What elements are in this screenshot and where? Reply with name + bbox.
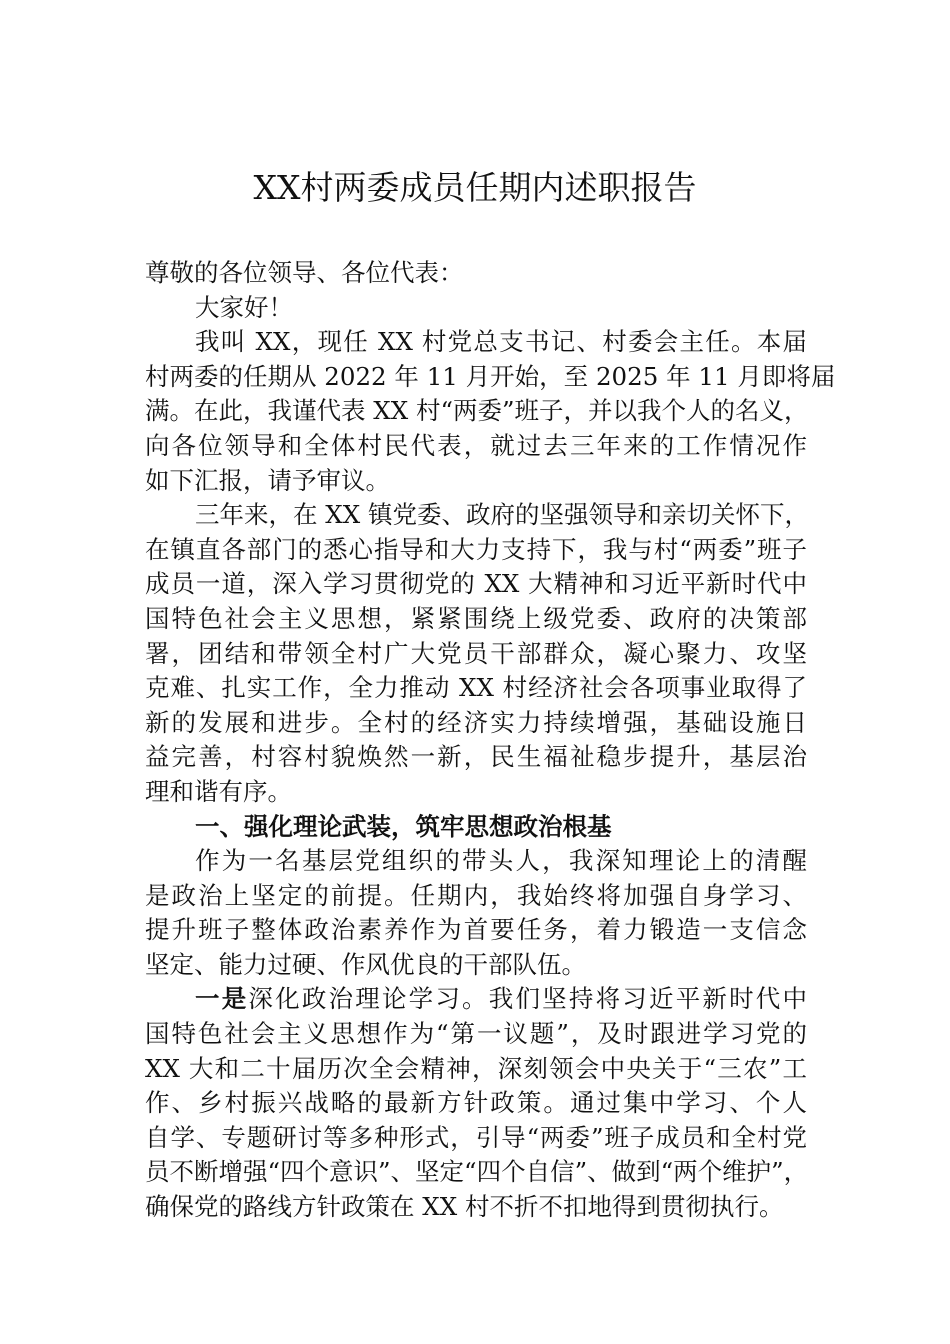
text-line: 国特色社会主义思想作为“第一议题”，及时跟进学习党的 [145, 1019, 807, 1049]
text-line: 我叫 XX，现任 XX 村党总支书记、村委会主任。本届 [195, 327, 807, 357]
text-line: 三年来，在 XX 镇党委、政府的坚强领导和亲切关怀下， [195, 500, 809, 530]
paragraph-point-one [145, 982, 807, 1224]
text-line: 村两委的任期从 2022 年 11 月开始，至 2025 年 11 月即将届 [145, 361, 836, 391]
point-lead: 一是 [195, 984, 249, 1014]
point-text: 深化政治理论学习。我们坚持将习近平新时代中 [248, 984, 808, 1014]
section-heading: 一、强化理论武装，筑牢思想政治根基 [195, 811, 612, 841]
document-title: XX村两委成员任期内述职报告 [253, 168, 697, 207]
text-line: 新的发展和进步。全村的经济实力持续增强，基础设施日 [145, 707, 807, 737]
text-line: 自学、专题研讨等多种形式，引导“两委”班子成员和全村党 [145, 1122, 807, 1152]
text-line: 坚定、能力过硬、作风优良的干部队伍。 [145, 949, 586, 979]
salutation: 尊敬的各位领导、各位代表： [145, 258, 464, 287]
text-line: XX 大和二十届历次全会精神，深刻领会中央关于“三农”工 [145, 1053, 807, 1083]
greeting: 大家好！ [195, 292, 293, 322]
text-line: 国特色社会主义思想，紧紧围绕上级党委、政府的决策部 [145, 603, 807, 633]
text-line: 确保党的路线方针政策在 XX 村不折不扣地得到贯彻执行。 [145, 1192, 784, 1222]
paragraph-section-intro [145, 844, 807, 982]
text-line: 益完善，村容村貌焕然一新，民生福祉稳步提升，基层治 [145, 742, 807, 772]
text-line [145, 982, 807, 1017]
text-line: 向各位领导和全体村民代表，就过去三年来的工作情况作 [145, 430, 807, 460]
text-line: 是政治上坚定的前提。任期内，我始终将加强自身学习、 [145, 880, 807, 910]
text-line: 理和谐有序。 [145, 776, 292, 806]
document-body [145, 256, 836, 1225]
paragraph-introduction [145, 325, 836, 498]
text-line: 成员一道，深入学习贯彻党的 XX 大精神和习近平新时代中 [145, 569, 807, 599]
text-line: 提升班子整体政治素养作为首要任务，着力锻造一支信念 [145, 915, 807, 945]
text-line: 在镇直各部门的悉心指导和大力支持下，我与村“两委”班子 [145, 534, 807, 564]
text-line: 作、乡村振兴战略的最新方针政策。通过集中学习、个人 [145, 1088, 807, 1118]
paragraph-overview [145, 498, 807, 809]
text-line: 员不断增强“四个意识”、坚定“四个自信”、做到“两个维护”， [145, 1157, 809, 1187]
text-line: 作为一名基层党组织的带头人，我深知理论上的清醒 [195, 846, 807, 876]
text-line: 克难、扎实工作，全力推动 XX 村经济社会各项事业取得了 [145, 673, 807, 703]
text-line: 署，团结和带领全村广大党员干部群众，凝心聚力、攻坚 [145, 638, 807, 668]
text-line: 如下汇报，请予审议。 [145, 465, 390, 495]
text-line: 满。在此，我谨代表 XX 村“两委”班子，并以我个人的名义， [145, 396, 809, 426]
